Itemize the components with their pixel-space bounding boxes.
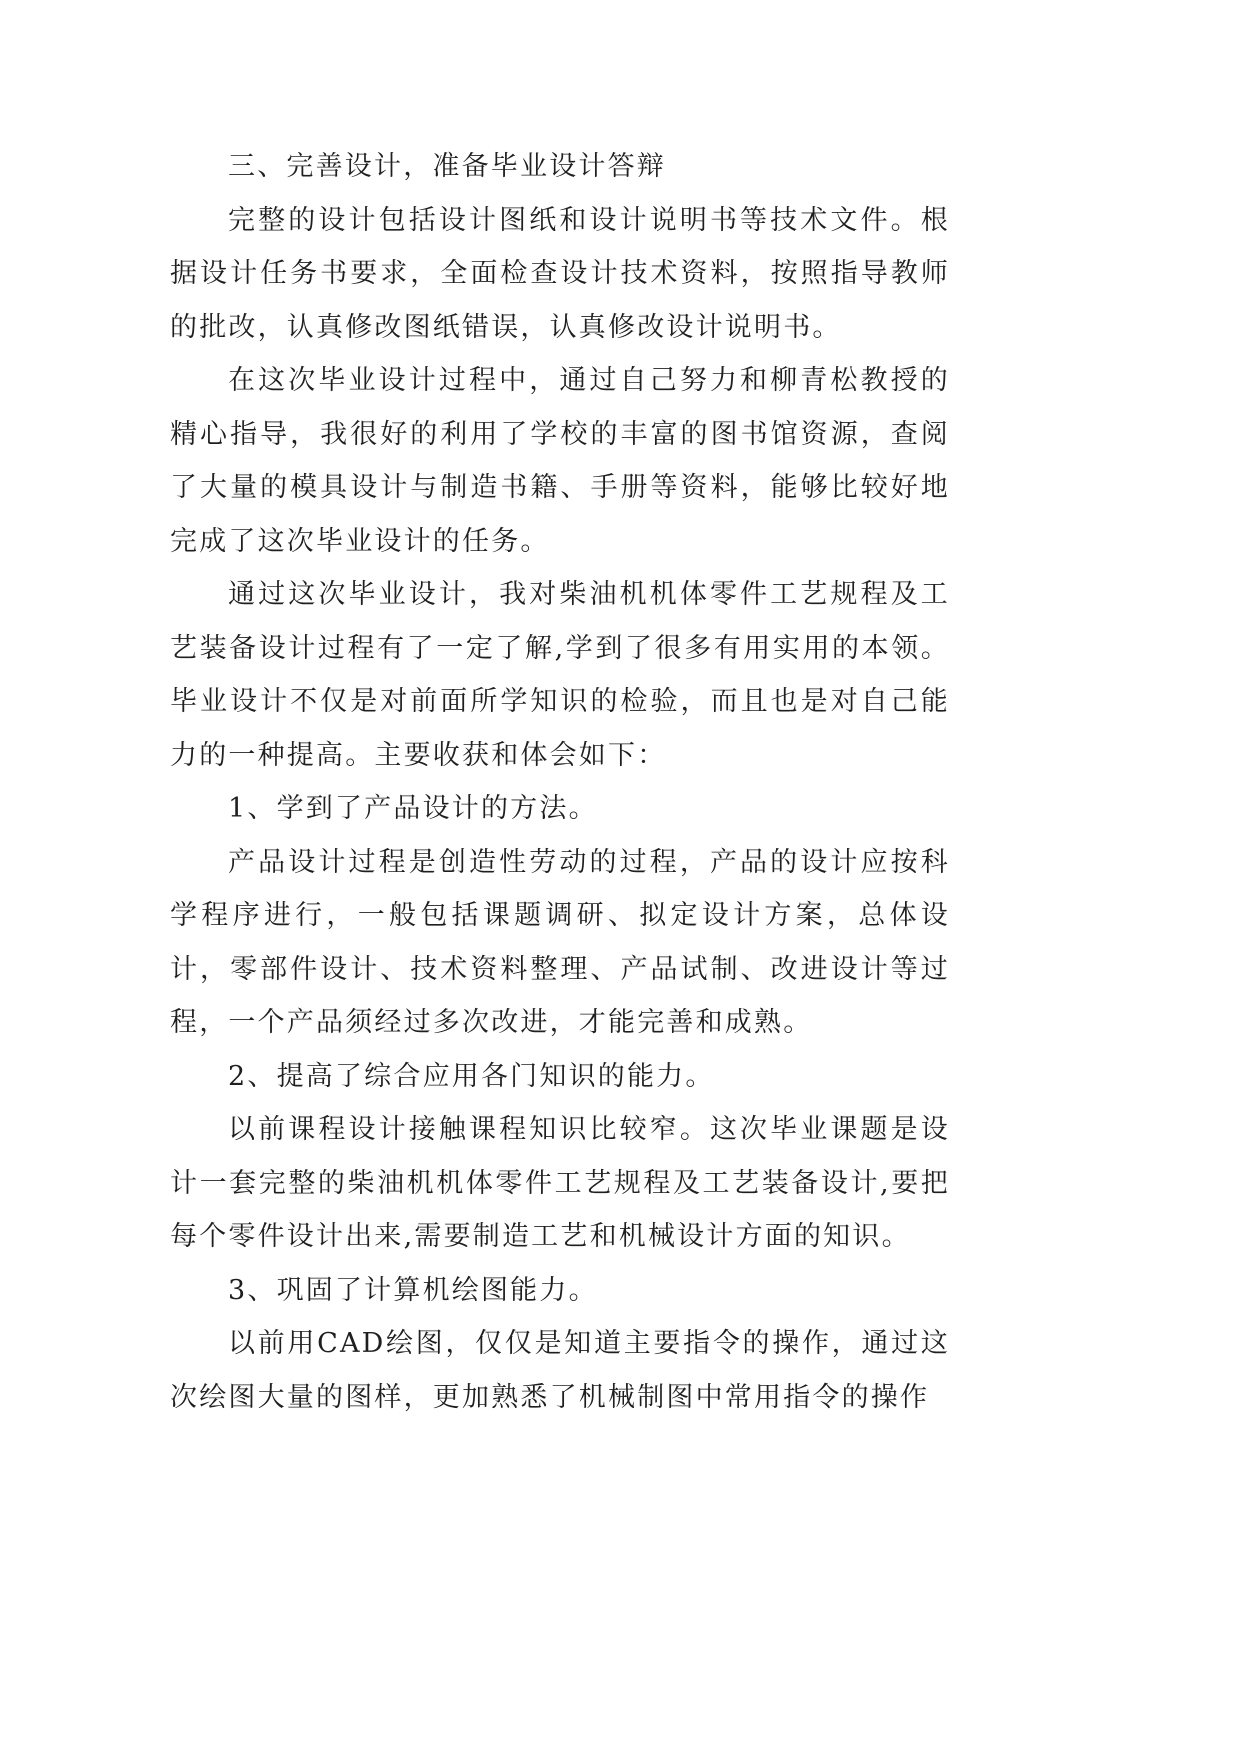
paragraph: 在这次毕业设计过程中，通过自己努力和柳青松教授的精心指导，我很好的利用了学校的丰富的图书馆资源，查阅了大量的模具设计与制造书籍、手册等资料，能够比较好地完成了这次毕业设计的任务。 (170, 365, 950, 557)
section-heading: 三、完善设计，准备毕业设计答辩 (228, 151, 666, 182)
paragraph: 以前课程设计接触课程知识比较窄。这次毕业课题是设计一套完整的柴油机机体零件工艺规程及工艺装备设计,要把每个零件设计出来,需要制造工艺和机械设计方面的知识。 (170, 1114, 950, 1252)
paragraph: 通过这次毕业设计，我对柴油机机体零件工艺规程及工艺装备设计过程有了一定了解,学到了很多有用实用的本领。毕业设计不仅是对前面所学知识的检验，而且也是对自己能力的一种提高。主要收获和体会如下： (170, 579, 950, 771)
paragraph: 完整的设计包括设计图纸和设计说明书等技术文件。根据设计任务书要求，全面检查设计技术资料，按照指导教师的批改，认真修改图纸错误，认真修改设计说明书。 (170, 204, 950, 343)
document-body (170, 140, 950, 1424)
list-item-heading: 2、提高了综合应用各门知识的能力。 (228, 1060, 715, 1092)
list-item-heading: 1、学到了产品设计的方法。 (228, 793, 598, 824)
paragraph: 以前用CAD绘图，仅仅是知道主要指令的操作，通过这次绘图大量的图样，更加熟悉了机械制图中常用指令的操作 (170, 1328, 950, 1413)
paragraph: 产品设计过程是创造性劳动的过程，产品的设计应按科学程序进行，一般包括课题调研、拟定设计方案，总体设计，零部件设计、技术资料整理、产品试制、改进设计等过程，一个产品须经过多次改进，才能完善和成熟。 (170, 846, 950, 1038)
list-item-heading: 3、巩固了计算机绘图能力。 (228, 1274, 598, 1306)
